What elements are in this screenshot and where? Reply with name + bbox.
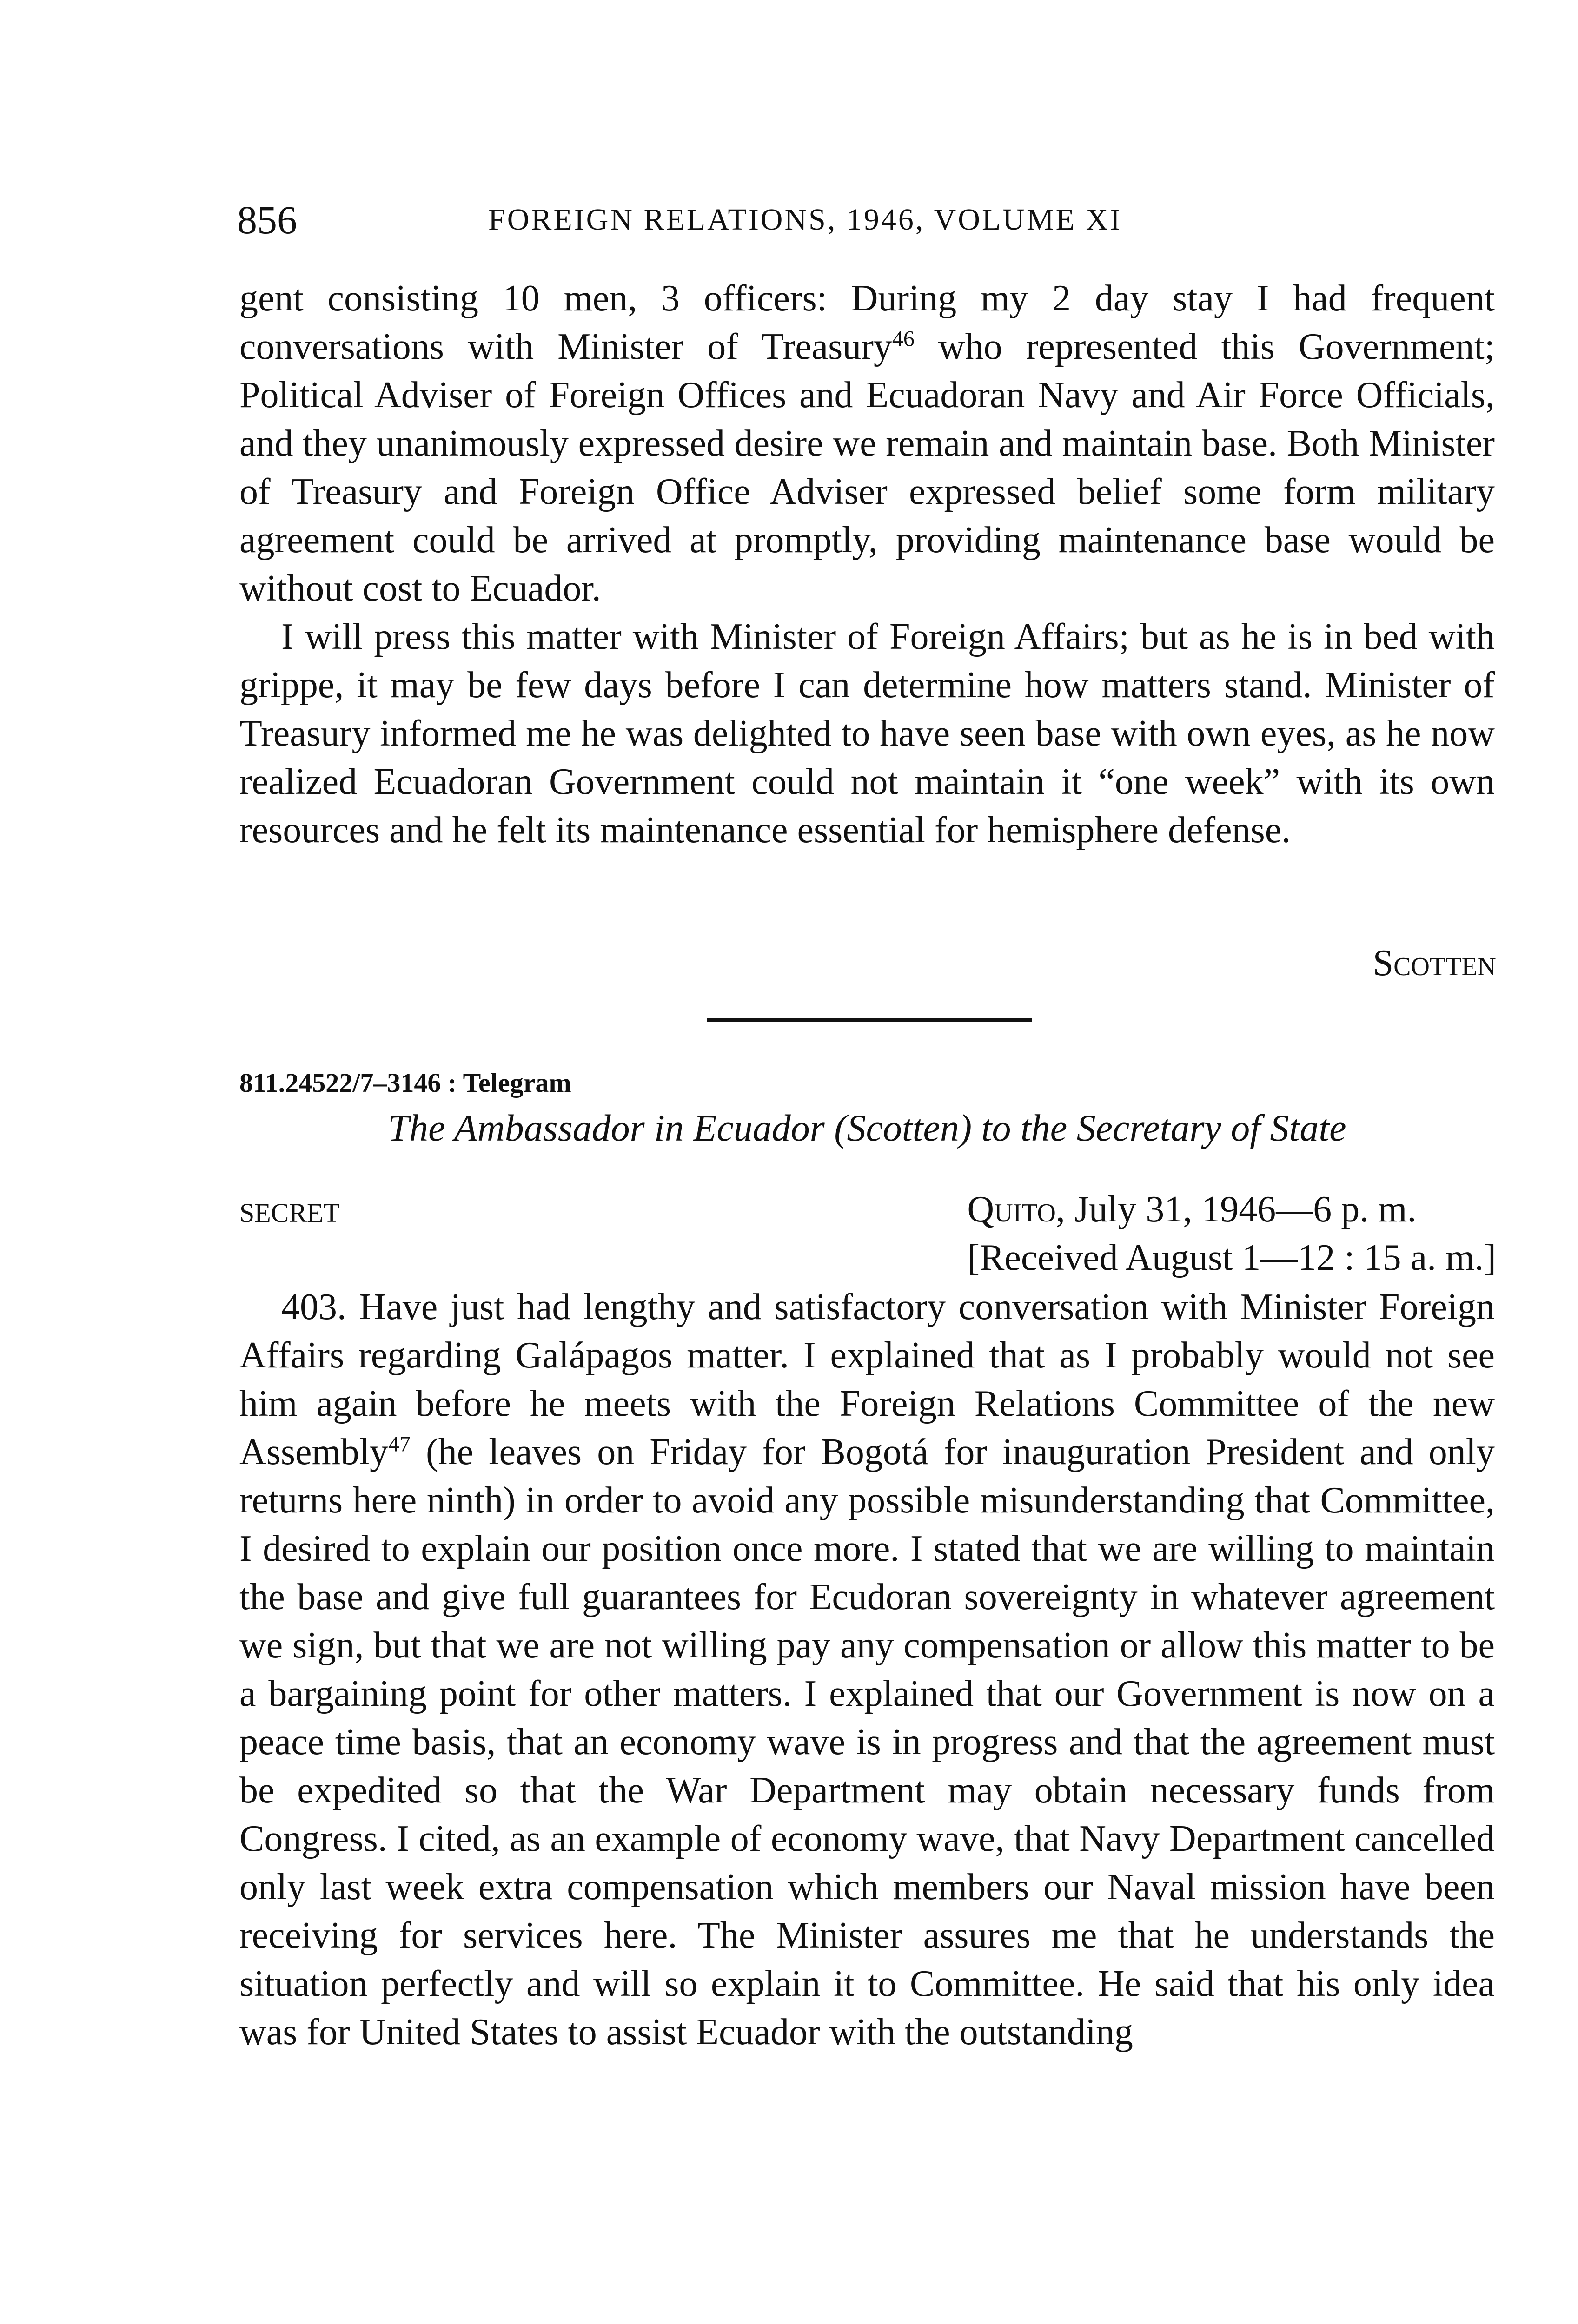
signature: Scotten [1372, 943, 1496, 984]
paragraph-1-text-b: who represented this Government; Political Adviser of Foreign Offices and Ecuadoran Navy and Air Force Officials, and they unanimously expressed desire we remain and maintain base. Both Minister of Treasury and Foreign Office Adviser expressed belief some form military agreement could be arrived at promptly, providing maintenance base would be without cost to Ecuador. [239, 326, 1495, 609]
document-title: The Ambassador in Ecuador (Scotten) to the Secretary of State [388, 1107, 1346, 1149]
classification: SECRET [239, 1198, 340, 1228]
telegram-body-text-a: 403. Have just had lengthy and satisfactory conversation with Minister Foreign Affairs regarding Galápagos matter. I explained that as I probably would not see him again before he meets with the Foreign Relations Committee of the new Assembly [239, 1287, 1495, 1472]
paragraph-1-text-a: gent consisting 10 men, 3 officers: During my 2 day stay I had frequent conversations with Minister of Treasury [239, 278, 1495, 367]
dateline [967, 1185, 1496, 1282]
footnote-ref-47: 47 [388, 1432, 411, 1457]
continuation-paragraph-2: I will press this matter with Minister of Foreign Affairs; but as he is in bed with grippe, it may be few days before I can determine how matters stand. Minister of Treasury informed me he was delighted to have seen base with own eyes, as he now realized Ecuadoran Government could not maintain it “one week” with its own resources and he felt its maintenance essential for hemisphere defense. [239, 616, 1495, 851]
file-number: 811.24522/7–3146 : Telegram [239, 1068, 571, 1098]
telegram-body [239, 1283, 1495, 2056]
telegram-body-text-b: (he leaves on Friday for Bogotá for inauguration President and only returns here ninth) in order to avoid any possible misunderstanding that Committee, I desired to explain our position once more. I stated that we are willing to maintain the base and give full guarantees for Ecudoran sovereignty in whatever agreement we sign, but that we are not willing pay any compensation or allow this matter to be a bargaining point for other matters. I explained that our Government is now on a peace time basis, that an economy wave is in progress and that the agreement must be expedited so that the War Department may obtain necessary funds from Congress. I cited, as an example of economy wave, that Navy Department cancelled only last week extra compensation which members our Naval mission have been receiving for services here. The Minister assures me that he understands the situation perfectly and will so explain it to Committee. He said that his only idea was for United States to assist Ecuador with the outstanding [239, 1432, 1495, 2053]
dateline-received: [Received August 1—12 : 15 a. m.] [967, 1237, 1496, 1278]
footnote-ref-46: 46 [892, 326, 915, 351]
continuation-text [239, 274, 1495, 854]
page-number: 856 [237, 198, 297, 242]
continuation-paragraph-1 [239, 274, 1495, 613]
dateline-place: Quito [967, 1189, 1056, 1230]
running-title: FOREIGN RELATIONS, 1946, VOLUME XI [488, 203, 1122, 237]
running-header [237, 194, 1497, 245]
dateline-date: , July 31, 1946—6 p. m. [1055, 1189, 1417, 1230]
dateline-sent [967, 1185, 1496, 1234]
section-divider [707, 1018, 1032, 1022]
